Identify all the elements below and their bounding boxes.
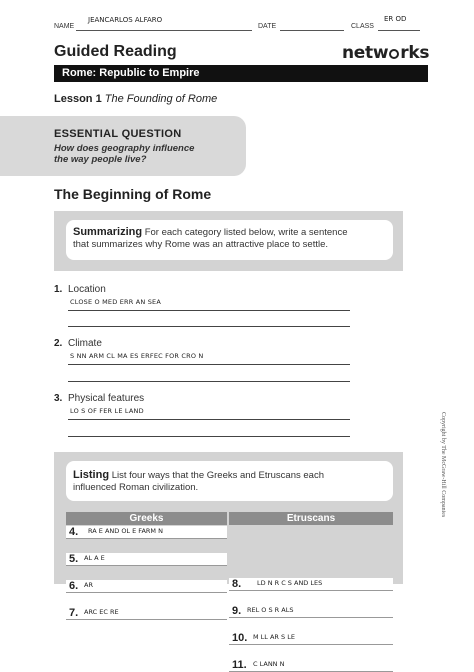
answer-line <box>68 381 350 382</box>
answer-line <box>68 436 350 437</box>
row-value: C LANN N <box>253 660 285 668</box>
row-value: AL A E <box>84 554 105 562</box>
essential-question-line1: How does geography influence <box>54 143 195 154</box>
logo-o-icon <box>389 49 399 59</box>
row-value: LD N R C S AND LES <box>257 579 323 587</box>
row-number: 5. <box>69 553 79 565</box>
question-3-answer[interactable]: LO S OF FER LE LAND <box>70 407 144 415</box>
lesson-number: Lesson 1 <box>54 93 102 105</box>
row-number: 8. <box>232 578 242 590</box>
answer-line <box>68 419 350 420</box>
summarizing-line2: that summarizes why Rome was an attractive place to settle. <box>73 239 329 250</box>
question-1-number: 1. <box>54 284 63 295</box>
table-row[interactable] <box>229 632 393 645</box>
name-line <box>76 30 252 31</box>
row-value: ARC EC RE <box>84 608 119 616</box>
row-value: REL O S R ALS <box>247 606 294 614</box>
row-number: 4. <box>69 526 79 538</box>
question-3-label: Physical features <box>68 393 145 404</box>
row-number: 11. <box>232 659 247 671</box>
answer-line <box>68 364 350 365</box>
listing-line1: List four ways that the Greeks and Etruscans each <box>111 470 324 481</box>
question-2-number: 2. <box>54 338 63 349</box>
greeks-header: Greeks <box>66 512 227 525</box>
class-label: CLASS <box>351 23 374 30</box>
lesson-line <box>54 93 217 105</box>
table-row[interactable] <box>66 526 227 539</box>
name-label: NAME <box>54 23 75 30</box>
listing-line2: influenced Roman civilization. <box>73 482 199 493</box>
listing-text <box>73 469 391 494</box>
question-2-label: Climate <box>68 338 102 349</box>
class-line <box>378 30 420 31</box>
page-title: Guided Reading <box>54 43 177 60</box>
class-value: ER OD <box>384 15 407 23</box>
question-3-number: 3. <box>54 393 63 404</box>
date-label: DATE <box>258 23 277 30</box>
lesson-title: The Founding of Rome <box>104 93 218 105</box>
unit-bar: Rome: Republic to Empire <box>54 65 428 82</box>
table-row[interactable] <box>66 553 227 566</box>
logo-text-end: rks <box>400 43 430 63</box>
row-value: M LL AR S LE <box>253 633 295 641</box>
influence-table <box>66 512 393 671</box>
row-number: 10. <box>232 632 248 644</box>
networks-logo <box>342 43 429 63</box>
answer-line <box>68 310 350 311</box>
table-row[interactable] <box>229 605 393 618</box>
answer-line <box>68 326 350 327</box>
essential-question-heading: ESSENTIAL QUESTION <box>54 128 182 140</box>
date-line <box>280 30 344 31</box>
question-1-label: Location <box>68 284 106 295</box>
question-1-answer[interactable]: CLOSE O MED ERR AN SEA <box>70 298 161 306</box>
table-row[interactable] <box>229 659 393 672</box>
table-row[interactable] <box>229 578 393 591</box>
logo-text-start: netw <box>342 43 389 63</box>
table-row[interactable] <box>66 607 227 620</box>
row-value: RA E AND OL E FARM N <box>88 527 163 535</box>
row-number: 6. <box>69 580 79 592</box>
summarizing-text <box>73 226 391 251</box>
row-number: 7. <box>69 607 79 619</box>
question-2-answer[interactable]: S NN ARM CL MA ES ERFEC FOR CRO N <box>70 352 204 360</box>
summarizing-line1: For each category listed below, write a sentence <box>144 227 348 238</box>
summarizing-label: Summarizing <box>73 226 143 238</box>
essential-question-line2: the way people live? <box>54 154 147 165</box>
etruscans-header: Etruscans <box>229 512 393 525</box>
row-number: 9. <box>232 605 242 617</box>
table-row[interactable] <box>66 580 227 593</box>
row-value: AR <box>84 581 93 589</box>
copyright-notice: Copyright by The McGraw-Hill Companies <box>440 412 446 518</box>
section-title: The Beginning of Rome <box>54 186 212 202</box>
name-value: JEANCARLOS ALFARO <box>88 16 163 24</box>
listing-label: Listing <box>73 469 110 481</box>
